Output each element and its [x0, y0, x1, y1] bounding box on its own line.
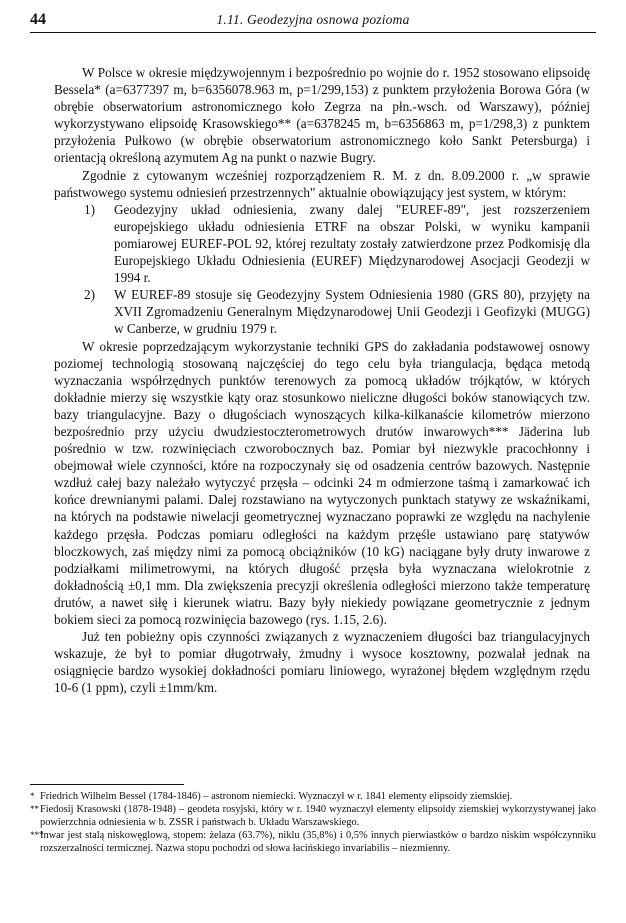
list-number: 2) — [84, 287, 95, 303]
page-number: 44 — [30, 11, 46, 28]
paragraph-triangulation: W okresie poprzedzającym wykorzystanie techniki GPS do zakładania podstawowej osnowy poziomej technologią stosowaną najczęściej do tego celu była triangulacja, będąca metodą wyznaczania współrzędnych punktów terenowych za pomocą układów trójkątów, w których dokładnie mierzy się wszystkie kąty oraz stosunkowo nieliczne długości boków stanowiących tzw. bazy triangulacyjne. Bazy o długościach wynoszących kilka-kilkanaście kilometrów mierzono bezpośrednio przy użyciu dwudziestoczterometrowych drutów inwarowych*** Jäderina lub pośrednio w tzw. rozwinięciach czworobocznych baz. Pomiar był niezwykle pracochłonny i obejmował wiele czynności, które na rozpoczynały się od osadzenia centrów bazowych. Następnie wzdłuż całej bazy należało wytyczyć przęsła – odcinki 24 m odmierzone taśmą i zamarkować ich końce drewnianymi palami. Dalej rozstawiano na wytyczonych punktach statywy ze wskaźnikami, na których na podstawie niwelacji geometrycznej wyznaczano poprawki ze względu na nachylenie każdego przęsła. Podczas pomiaru odległości na każdym przęśle ustawiano parę statywów bloczkowych, zaś między nimi za pomocą obciążników (10 kG) naciągane były druty inwarowe z podziałkami milimetrowymi, na których długość przęsła była wyznaczana wielokrotnie z dokładnością ±0,1 mm. Dla zwiększenia precyzji określenia odległości mierzono także temperaturę drutów, a nawet siłę i kierunek wiatru. Bazy były niekiedy powiązane geometrycznie z jednym bokiem sieci za pomocą rozwinięcia bazowego (rys. 1.15, 2.6). — [54, 338, 590, 627]
list-text: Geodezyjny układ odniesienia, zwany dalej "EUREF-89", jest rozszerzeniem europejskiego układu odniesienia ETRF na obszar Polski, w wyniku kampanii pomiarowej EUREF-POL 92, której rezultaty zostały zatwierdzone przez Podkomisję dla Europejskiego Układu Odniesienia (EUREF) Międzynarodowej Asocjacji Geodezji w 1994 r. — [114, 201, 590, 286]
paragraph-regulation: Zgodnie z cytowanym wcześniej rozporządzeniem R. M. z dn. 8.09.2000 r. „w sprawie państwowego systemu odniesień przestrzennych" aktualnie obowiązujący jest system, w którym: — [54, 167, 590, 200]
footnote-inwar — [30, 830, 596, 855]
footnote-bessel — [30, 791, 596, 803]
footnotes — [30, 791, 596, 856]
footnote-text: Friedrich Wilhelm Bessel (1784-1846) – astronom niemiecki. Wyznaczył w r. 1841 elementy elipsoidy ziemskiej. — [40, 791, 513, 802]
paragraph-ellipsoids: W Polsce w okresie międzywojennym i bezpośrednio po wojnie do r. 1952 stosowano elipsoidę Bessela* (a=6377397 m, b=6356078.963 m, p=1/299,153) z punktem przyłożenia Borowa Góra (w obrębie obserwatorium astronomicznego koło Zegrza na płn.-wsch. od Warszawy), później wykorzystywano elipsoidę Krasowskiego** (a=6378245 m, b=6356863 m, p=1/298,3) z punktem przyłożenia Pułkowo (w obrębie obserwatorium astronomicznego koło Sankt Petersburga) i orientacją określoną azymutem Ag na punkt o nazwie Bugry. — [54, 65, 590, 166]
footnote-divider — [30, 784, 184, 785]
main-text — [54, 64, 590, 696]
list-item — [54, 201, 590, 286]
footnote-krasowski — [30, 804, 596, 829]
footnote-mark: *** — [30, 830, 44, 841]
footnote-mark: * — [30, 791, 35, 801]
paragraph-summary: Już ten pobieżny opis czynności związanych z wyznaczeniem długości baz triangulacyjnych wskazuje, że był to pomiar długotrwały, żmudny i wysoce kosztowny, pozwalał jednak na osiągnięcie bardzo wysokiej dokładności pomiaru liniowego, wyrażonej błędem względnym rzędu 10-6 (1 ppm), czyli ±1mm/km. — [54, 629, 590, 696]
footnote-text: Fiedosij Krasowski (1878-1948) – geodeta rosyjski, który w r. 1940 wyznaczył elementy elipsoidy ziemskiej wykorzystywanej jako powierzchnia odniesienia w b. ZSSR i państwach b. Układu Warszawskiego. — [40, 804, 596, 828]
footnote-mark: ** — [30, 804, 39, 815]
footnote-text: Inwar jest stalą niskowęglową, stopem: żelaza (63.7%), niklu (35,8%) i 0,5% innych pierwiastków o bardzo niskim współczynniku rozszerzalności termicznej. Nazwa stopu pochodzi od słowa łacińskiego invariabilis – niezmienny. — [40, 830, 596, 854]
chapter-title: 1.11. Geodezyjna osnowa pozioma — [216, 12, 410, 27]
system-list — [54, 201, 590, 338]
running-header — [30, 10, 596, 33]
list-item — [54, 286, 590, 337]
list-text: W EUREF-89 stosuje się Geodezyjny System Odniesienia 1980 (GRS 80), przyjęty na XVII Zgromadzeniu Generalnym Międzynarodowej Unii Geodezji i Geofizyki (MUGG) w Canberze, w grudniu 1979 r. — [114, 287, 590, 337]
list-number: 1) — [84, 201, 95, 217]
